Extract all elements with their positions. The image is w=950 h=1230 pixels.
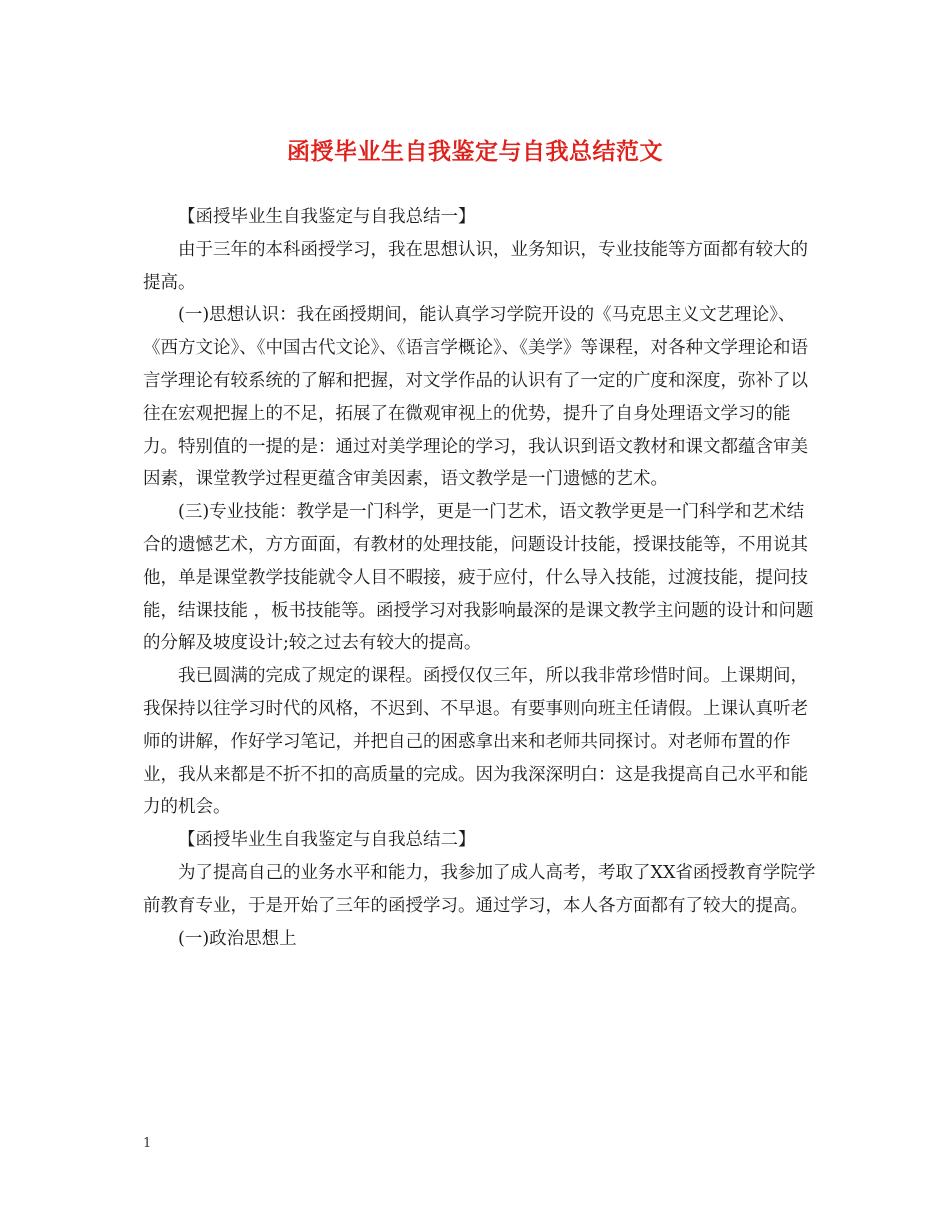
document-body	[143, 201, 821, 955]
paragraph-ideology: (一)思想认识：我在函授期间，能认真学习学院开设的《马克思主义文艺理论》、《西方文论》、《中国古代文论》、《语言学概论》、《美学》等课程，对各种文学理论和语言学理论有较系统的了解和把握，对文学作品的认识有了一定的广度和深度，弥补了以往在宏观把握上的不足，拓展了在微观审视上的优势，提升了自身处理语文学习的能力。特别值的一提的是：通过对美学理论的学习，我认识到语文教材和课文都蕴含审美因素，课堂教学过程更蕴含审美因素，语文教学是一门遗憾的艺术。	[143, 305, 808, 490]
paragraph-intro: 由于三年的本科函授学习，我在思想认识，业务知识，专业技能等方面都有较大的提高。	[143, 239, 808, 293]
paragraph-professional-skills: (三)专业技能：教学是一门科学，更是一门艺术，语文教学更是一门科学和艺术结合的遗憾艺术，方方面面，有教材的处理技能，问题设计技能，授课技能等，不用说其他，单是课堂教学技能就令人目不暇接，疲于应付，什么导入技能，过渡技能，提问技能，结课技能 ，板书技能等。函授学习对我影响最深的是课文教学主问题的设计和问题的分解及坡度设计;较之过去有较大的提高。	[143, 502, 814, 654]
paragraph-political: (一)政治思想上	[178, 928, 297, 949]
section-heading-one: 【函授毕业生自我鉴定与自我总结一】	[178, 207, 476, 227]
section-heading-two: 【函授毕业生自我鉴定与自我总结二】	[178, 830, 476, 851]
document-title: 函授毕业生自我鉴定与自我总结范文	[287, 138, 663, 165]
paragraph-coursework: 我已圆满的完成了规定的课程。函授仅仅三年，所以我非常珍惜时间。上课期间，我保持以往学习时代的风格，不迟到、不早退。有要事则向班主任请假。上课认真听老师的讲解，作好学习笔记，并把自己的困惑拿出来和老师共同探讨。对老师布置的作业，我从来都是不折不扣的高质量的完成。因为我深深明白：这是我提高自己水平和能力的机会。	[143, 666, 808, 818]
paragraph-enrollment: 为了提高自己的业务水平和能力，我参加了成人高考，考取了XX省函授教育学院学前教育专业，于是开始了三年的函授学习。通过学习，本人各方面都有了较大的提高。	[143, 862, 816, 916]
page-number: 1	[143, 1136, 152, 1151]
